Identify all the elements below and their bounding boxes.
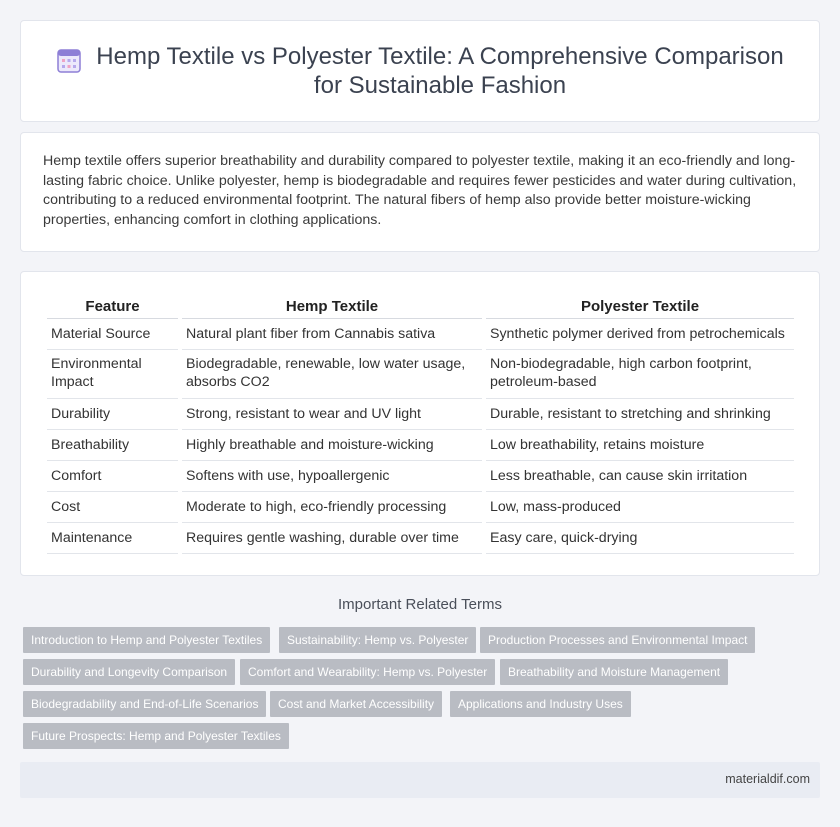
table-cell: Synthetic polymer derived from petrochemicals [486,319,794,350]
table-cell: Non-biodegradable, high carbon footprint, petroleum-based [486,350,794,399]
summary-card [20,132,820,252]
related-term-tag[interactable]: Breathability and Moisture Management [500,659,728,685]
page-title: Hemp Textile vs Polyester Textile: A Comprehensive Comparison for Sustainable Fashion [96,43,784,99]
related-term-tag[interactable]: Biodegradability and End-of-Life Scenarios [23,691,266,717]
table-cell: Less breathable, can cause skin irritation [486,461,794,492]
table-cell: Highly breathable and moisture-wicking [182,430,482,461]
table-header-row [47,297,794,319]
table-cell: Comfort [47,461,178,492]
table-row [47,399,794,430]
table-row [47,492,794,523]
table-row [47,319,794,350]
footer-site-link[interactable]: materialdif.com [725,772,810,786]
footer [20,762,820,798]
table-cell: Maintenance [47,523,178,554]
related-term-tag[interactable]: Production Processes and Environmental Impact [480,627,755,653]
table-cell: Breathability [47,430,178,461]
comparison-table [43,297,798,554]
related-term-tag[interactable]: Durability and Longevity Comparison [23,659,235,685]
table-cell: Natural plant fiber from Cannabis sativa [182,319,482,350]
related-term-tag[interactable]: Sustainability: Hemp vs. Polyester [279,627,476,653]
table-cell: Durable, resistant to stretching and shrinking [486,399,794,430]
table-row [47,430,794,461]
table-cell: Biodegradable, renewable, low water usage, absorbs CO2 [182,350,482,399]
table-cell: Softens with use, hypoallergenic [182,461,482,492]
related-term-tag[interactable]: Future Prospects: Hemp and Polyester Textiles [23,723,289,749]
table-cell: Requires gentle washing, durable over time [182,523,482,554]
column-header-feature: Feature [47,297,178,319]
related-term-tag[interactable]: Applications and Industry Uses [450,691,631,717]
table-cell: Strong, resistant to wear and UV light [182,399,482,430]
related-term-tag[interactable]: Comfort and Wearability: Hemp vs. Polyester [240,659,495,685]
column-header-hemp: Hemp Textile [182,297,482,319]
table-cell: Cost [47,492,178,523]
table-cell: Environmental Impact [47,350,178,399]
related-term-tag[interactable]: Cost and Market Accessibility [270,691,442,717]
related-term-tag[interactable]: Introduction to Hemp and Polyester Textiles [23,627,270,653]
table-cell: Moderate to high, eco-friendly processing [182,492,482,523]
table-cell: Material Source [47,319,178,350]
column-header-polyester: Polyester Textile [486,297,794,319]
table-row [47,350,794,399]
table-cell: Low breathability, retains moisture [486,430,794,461]
table-row [47,461,794,492]
table-row [47,523,794,554]
table-cell: Low, mass-produced [486,492,794,523]
related-terms-heading: Important Related Terms [338,596,502,613]
table-cell: Durability [47,399,178,430]
table-cell: Easy care, quick-drying [486,523,794,554]
summary-text: Hemp textile offers superior breathability and durability compared to polyester textile, making it an eco-friendly and long-lasting fabric choice. Unlike polyester, hemp is biodegradable and requires fewer pesticides and water during cultivation, contributing to a reduced environmental footprint. The natural fibers of hemp also provide better moisture-wicking properties, enhancing comfort in clothing applications. [43,153,797,228]
title-card [20,20,820,122]
comparison-table-card [20,271,820,576]
